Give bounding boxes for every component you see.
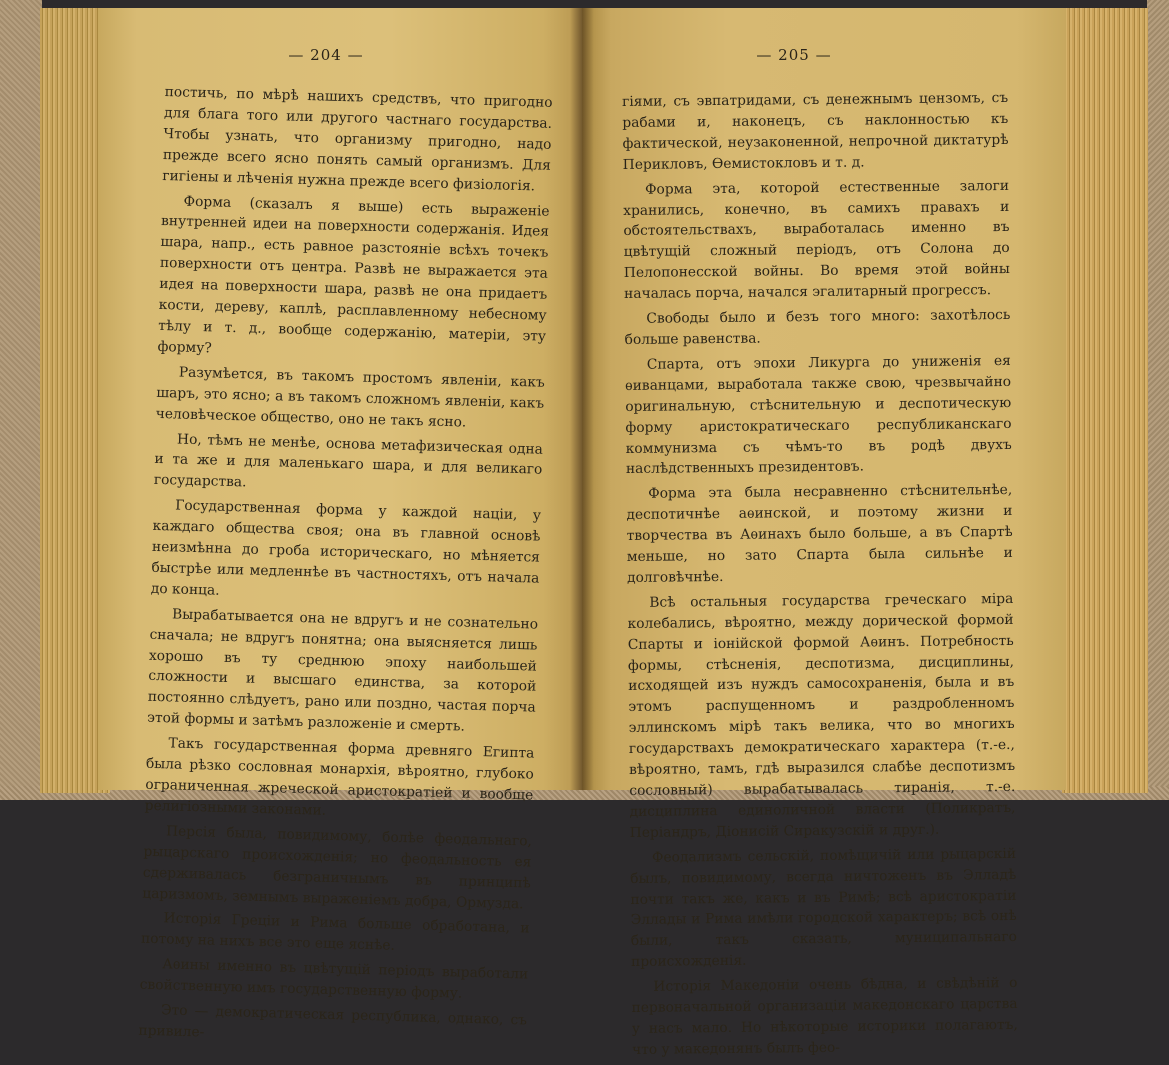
paragraph: Но, тѣмъ не менѣе, основа метафизическая одна и та же и для маленькаго шара, и для великаго государства.: [153, 430, 544, 491]
page-number: — 205 —: [756, 46, 832, 64]
paragraph: Это — демократическая республика, однако, съ привиле-: [138, 1002, 528, 1041]
paragraph: Разумѣется, въ такомъ простомъ явленіи, какъ шаръ, это ясно; а въ такомъ сложномъ явленіи, какъ человѣческое общество, оно не такъ ясно.: [155, 364, 545, 431]
paragraph: Феодализмъ сельскій, помѣщичій или рыцарскій былъ, повидимому, всегда ничтоженъ въ Элладѣ почти такъ же, какъ и въ Римѣ; всѣ аристократіи Эллады и Рима имѣли городской характеръ; всѣ онѣ были, такъ сказать, муниципальнаго происхожденія.: [630, 845, 1017, 971]
left-page: [98, 8, 582, 1041]
paragraph: Форма (сказалъ я выше) есть выраженіе внутренней идеи на поверхности содержанія. Идея шара, напр., есть равное разстояніе всѣхъ точекъ поверхности отъ центра. Развѣ не выражается эта идея на поверхности шара, развѣ не она придаетъ кости, дереву, каплѣ, расплавленному небесному тѣлу и т. д., вообще содержанію, матеріи, эту форму?: [157, 193, 550, 357]
paragraph: Исторія Македоніи очень бѣдна, и свѣдѣній о первоначальной организаціи македонскаго царства у насъ мало. Но нѣкоторые историки полагаютъ, что у македонянъ былъ фео-: [631, 975, 1018, 1058]
paragraph: Спарта, отъ эпохи Ликурга до униженія ея ѳиванцами, выработала также свою, чрезвычайно оригинальную, стѣснительную и деспотическую форму аристократическаго республиканскаго коммунизма съ чѣмъ-то въ родѣ двухъ наслѣдственныхъ президентовъ.: [624, 352, 1012, 478]
paragraph: Аѳины именно въ цвѣтущій періодъ выработали свойственную имъ государственную форму.: [139, 956, 529, 1002]
book-cover-right: [1147, 0, 1169, 800]
page-edges-right: [1062, 8, 1148, 793]
paragraph: Форма эта, которой естественные залоги хранились, конечно, въ самихъ правахъ и обстоятельствахъ, выработалась именно въ цвѣтущій сложный періодъ, отъ Солона до Пелопонесской войны. Во время этой войны началась порча, начался эгалитарный прогрессъ.: [623, 177, 1010, 303]
book-cover-left: [0, 0, 42, 800]
page-number: — 204 —: [288, 46, 364, 64]
paragraph: Государственная форма у каждой націи, у каждаго общества своя; она въ главной основѣ неизмѣнна до гроба историческаго, но мѣняется быстрѣе или медленнѣе въ частностяхъ, отъ начала до конца.: [150, 497, 542, 599]
paragraph: гіями, съ эвпатридами, съ денежнымъ цензомъ, съ рабами и, наконецъ, съ наклонностью къ фактической, неузаконенной, непрочной диктатурѣ Перикловъ, Ѳемистокловъ и т. д.: [622, 89, 1009, 173]
paragraph: Форма эта была несравненно стѣснительнѣе, деспотичнѣе аѳинской, и поэтому жизни и творчества въ Аѳинахъ было больше, а въ Спартѣ меньше, но зато Спарта была сильнѣе и долговѣчнѣе.: [626, 482, 1013, 586]
paragraph: Такъ государственная форма древняго Египта была рѣзко сословная монархія, вѣроятно, глубоко ограниченная жреческой аристократіей и вообще религіозными законами.: [144, 735, 535, 819]
paragraph: Свободы было и безъ того много: захотѣлось больше равенства.: [624, 307, 1011, 348]
paragraph: Вырабатывается она не вдругъ и не сознательно сначала; не вдругъ понятна; она выясняется лишь хорошо въ ту среднюю эпоху наибольшей сложности и высшаго единства, за которой постоянно слѣдуетъ, рано или поздно, частая порча этой формы и затѣмъ разложеніе и смерть.: [147, 606, 539, 735]
page-body: [138, 82, 553, 1056]
book-gutter: [570, 8, 594, 790]
paragraph: Всѣ остальныя государства греческаго міра колебались, вѣроятно, между дорической формой Спарты и іонійской формой Аѳинъ. Потребность формы, стѣсненія, деспотизма, дисциплины, исходящей изъ нуждъ самосохраненія, была и въ этомъ распущенномъ и раздробленномъ эллинскомъ мірѣ такъ велика, что во многихъ государствахъ демократическаго характера (т.-е., вѣроятно, тамъ, гдѣ выразился слабѣе деспотизмъ сословный) вырабатывалась тиранія, т.-е. дисциплина единоличной власти (Поликратъ, Періандръ, Діонисій Сиракузскій и друг.).: [627, 590, 1016, 841]
paragraph: Персія была, повидимому, болѣе феодальнаго, рыцарскаго происхожденія; но феодальность ея сдерживалась безграничнымъ въ принципѣ царизмомъ, земнымъ выраженіемъ добра, Ормузда.: [142, 823, 533, 912]
paragraph: Исторія Греціи и Рима больше обработана, и потому на нихъ все это еще яснѣе.: [140, 910, 530, 955]
paragraph: постичь, по мѣрѣ нашихъ средствъ, что пригодно для блага того или другого частнаго государства. Чтобы узнать, что организму пригодно, надо прежде всего ясно понять самый организмъ. Для гигіены и лѣченія нужна прежде всего физіологія.: [162, 83, 553, 194]
right-page: [582, 8, 1066, 1058]
page-body: [622, 88, 1018, 1065]
